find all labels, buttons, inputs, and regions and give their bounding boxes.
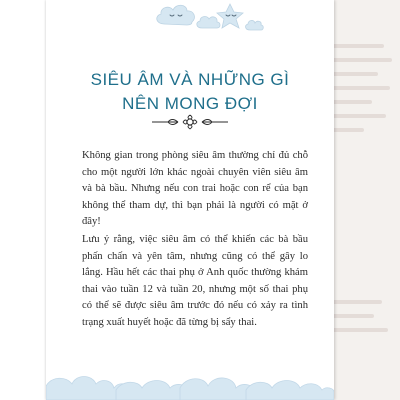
chapter-title-line-1: SIÊU ÂM VÀ NHỮNG GÌ xyxy=(90,70,290,89)
cloud-border xyxy=(46,360,334,400)
body-paragraph-2: Lưu ý rằng, việc siêu âm có thể khiến các bà bầu phấn chấn và yên tâm, nhưng cũng có thể gây lo lắng. Hầu hết các thai phụ ở Anh quốc thường khám thai vào tuần 12 và tuần 20, nhưng một số thai phụ có thể sẽ được siêu âm trước đó nếu có xảy ra tình trạng xuất huyết hoặc đã từng bị sẩy thai. xyxy=(82,234,308,328)
flower-ornament-icon xyxy=(150,114,230,130)
sleeping-cloud-and-star-icons xyxy=(46,0,334,32)
chapter-title-line-2: NÊN MONG ĐỢI xyxy=(122,94,258,113)
book-page xyxy=(46,0,334,400)
body-paragraph-1: Không gian trong phòng siêu âm thường chỉ đủ chỗ cho một người lớn khác ngoài chuyên viên siêu âm và bà bầu. Nhưng nếu con trai hoặc con rể của bạn không thể tham dự, thì bạn phải là người có mặt ở đây! xyxy=(82,150,308,228)
chapter-title xyxy=(46,68,334,116)
